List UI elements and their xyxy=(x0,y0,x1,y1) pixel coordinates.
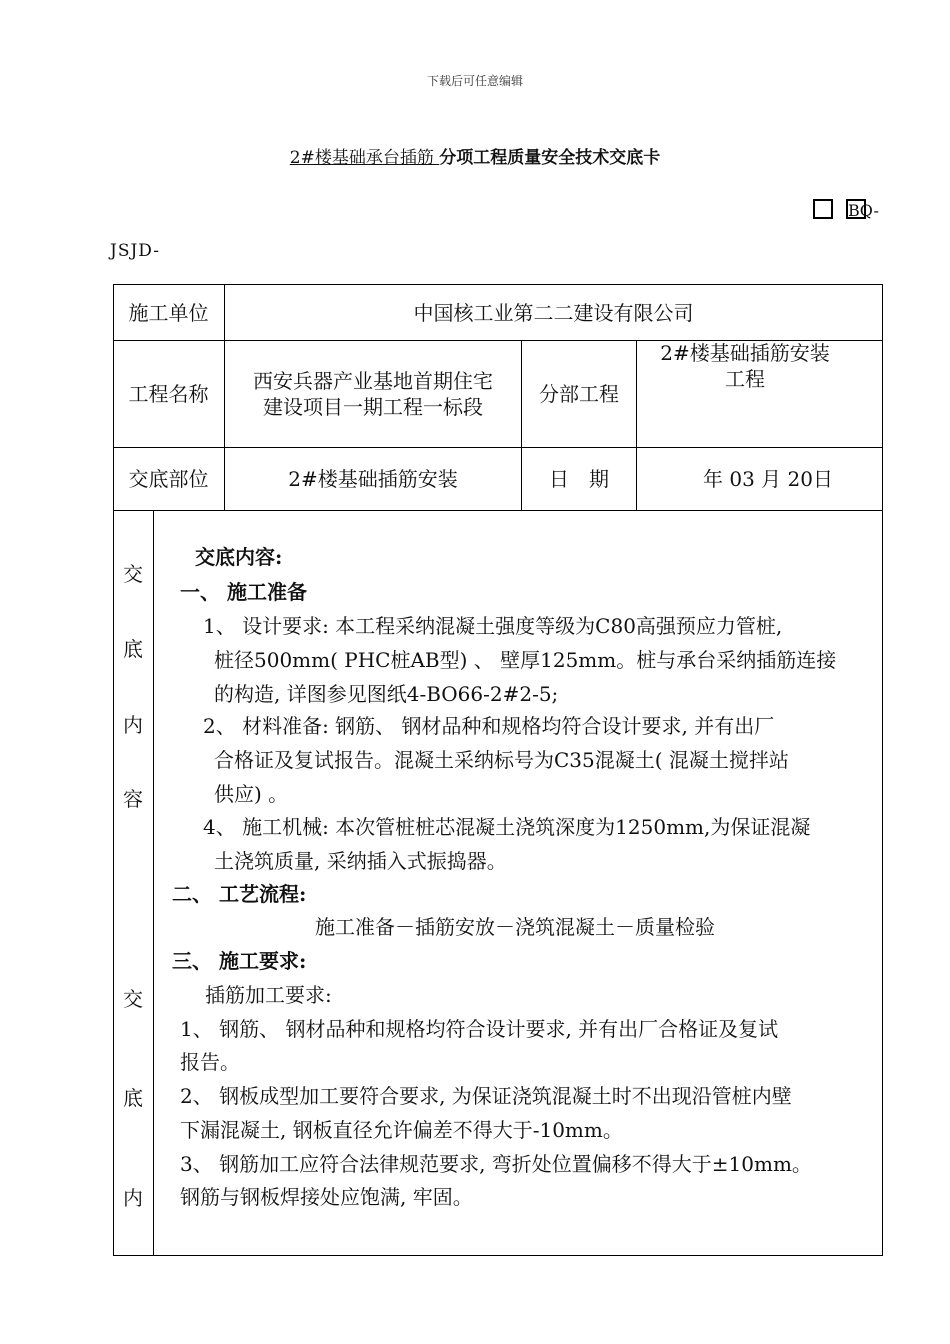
s3-subtitle: 插筋加工要求: xyxy=(205,983,332,1007)
side-char-3: 内 xyxy=(123,713,143,737)
subproject-value-line2: 工程 xyxy=(725,367,765,391)
project-value-line2: 建设项目一期工程一标段 xyxy=(263,395,483,419)
page-title xyxy=(0,143,950,168)
s2-flow: 施工准备－插筋安放－浇筑混凝土－质量检验 xyxy=(315,915,715,939)
s1-item1-line3: 的构造, 详图参见图纸4-BO66-2#2-5; xyxy=(214,682,559,706)
part-value: 2#楼基础插筋安装 xyxy=(288,467,458,491)
s1-item1-line1: 1、 设计要求: 本工程采纳混凝土强度等级为C80高强预应力管桩, xyxy=(203,614,783,638)
side-char-6: 底 xyxy=(123,1086,143,1110)
project-value-line1: 西安兵器产业基地首期住宅 xyxy=(253,369,493,393)
code-bq: BQ- xyxy=(848,201,879,220)
section-1-title: 一、 施工准备 xyxy=(180,580,307,604)
s1-item2-line3: 供应) 。 xyxy=(214,782,289,806)
checkbox-1[interactable] xyxy=(813,199,833,219)
s1-item2-line1: 2、 材料准备: 钢筋、 钢材品种和规格均符合设计要求, 并有出厂 xyxy=(203,714,775,738)
project-label: 工程名称 xyxy=(128,382,209,406)
s3-item2-line2: 下漏混凝土, 钢板直径允许偏差不得大于-10mm。 xyxy=(180,1118,623,1142)
subproject-value-line1: 2#楼基础插筋安装 xyxy=(660,341,830,365)
unit-value: 中国核工业第二二建设有限公司 xyxy=(413,300,694,325)
side-char-1: 交 xyxy=(123,562,143,586)
s1-item4-line1: 4、 施工机械: 本次管桩桩芯混凝土浇筑深度为1250mm,为保证混凝 xyxy=(203,815,811,839)
s3-item3-line1: 3、 钢筋加工应符合法律规范要求, 弯折处位置偏移不得大于±10mm。 xyxy=(180,1152,812,1176)
title-underlined: 2#楼基础承台插筋 xyxy=(289,148,440,168)
s3-item3-line2: 钢筋与钢板焊接处应饱满, 牢固。 xyxy=(180,1185,473,1209)
date-label: 日 期 xyxy=(549,467,609,491)
side-char-2: 底 xyxy=(123,637,143,661)
s3-item1-line2: 报告。 xyxy=(180,1050,240,1074)
title-rest: 分项工程质量安全技术交底卡 xyxy=(439,148,661,168)
date-value: 年 03 月 20日 xyxy=(703,467,833,491)
side-char-5: 交 xyxy=(123,987,143,1011)
s3-item2-line1: 2、 钢板成型加工要符合要求, 为保证浇筑混凝土时不出现沿管桩内壁 xyxy=(180,1084,792,1108)
section-2-title: 二、 工艺流程: xyxy=(172,882,307,906)
s3-item1-line1: 1、 钢筋、 钢材品种和规格均符合设计要求, 并有出厂合格证及复试 xyxy=(180,1017,779,1041)
header-note: 下载后可任意编辑 xyxy=(426,74,523,88)
subproject-label: 分部工程 xyxy=(539,382,619,406)
unit-label: 施工单位 xyxy=(128,300,209,325)
side-char-7: 内 xyxy=(123,1186,143,1210)
project-value xyxy=(225,366,521,422)
subproject-value xyxy=(637,340,853,392)
s1-item4-line2: 土浇筑质量, 采纳插入式振捣器。 xyxy=(214,849,507,873)
content-heading: 交底内容: xyxy=(195,545,283,569)
section-3-title: 三、 施工要求: xyxy=(172,949,307,973)
s1-item1-line2: 桩径500mm( PHC桩AB型) 、 壁厚125mm。桩与承台采纳插筋连接 xyxy=(214,648,837,672)
part-label: 交底部位 xyxy=(128,467,209,491)
s1-item2-line2: 合格证及复试报告。混凝土采纳标号为C35混凝土( 混凝土搅拌站 xyxy=(214,748,789,772)
code-jsjd: JSJD- xyxy=(110,241,160,261)
side-char-4: 容 xyxy=(123,787,143,811)
